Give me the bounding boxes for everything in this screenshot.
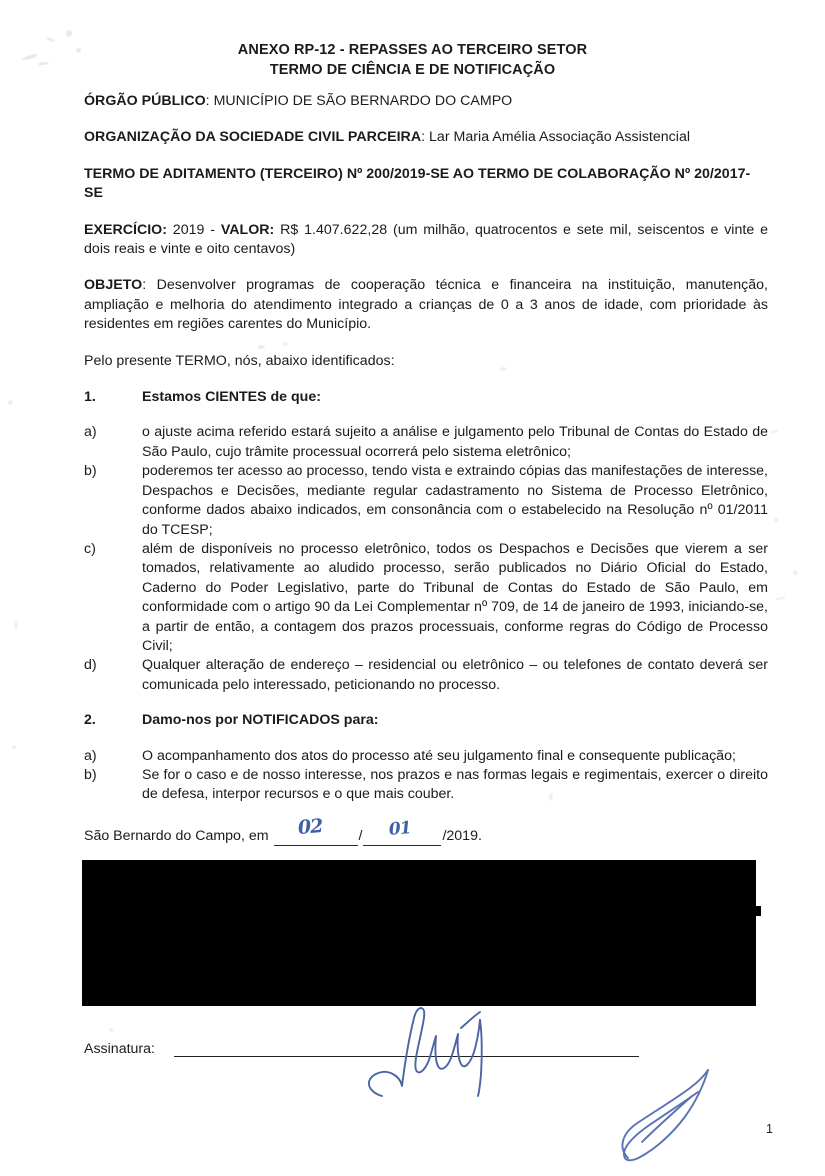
field-organizacao: [84, 128, 768, 147]
scan-speckle: [793, 570, 798, 575]
list-item-text: O acompanhamento dos atos do processo até seu julgamento final e consequente publicação;: [142, 747, 736, 764]
page-number: 1: [766, 1122, 773, 1136]
list-item-marker: b): [84, 463, 97, 480]
list-item-marker: c): [84, 540, 96, 557]
handwritten-signature-icon: [362, 1000, 532, 1100]
signature-row: [84, 1040, 784, 1080]
list-item-text: Qualquer alteração de endereço – residencial ou eletrônico – ou telefones de contato deverá ser comunicada pelo interessado, peticionando no processo.: [142, 657, 768, 693]
handwritten-month: 01: [388, 817, 412, 840]
preamble-text: Pelo presente TERMO, nós, abaixo identificados:: [84, 352, 395, 369]
scan-speckle: [770, 429, 779, 435]
section-2-number: 2.: [84, 712, 96, 729]
list-item-text: poderemos ter acesso ao processo, tendo vista e extraindo cópias das manifestações de interesse, Despachos e Decisões, mediante regular cadastramento no Sistema de Processo Eletrônico, conforme dados abaixo indicados, em consonância com o estabelecido na Resolução nº 01/2011 do TCESP;: [142, 463, 768, 538]
list-item-marker: d): [84, 657, 97, 674]
date-month-blank[interactable]: [363, 831, 441, 846]
assinatura-label: Assinatura:: [84, 1041, 155, 1057]
field-orgao-publico: [84, 92, 768, 111]
list-item: [84, 766, 768, 805]
list-item: [84, 462, 768, 540]
date-separator-slash: /: [358, 827, 363, 844]
orgao-publico-label: ÓRGÃO PÚBLICO: [84, 93, 206, 109]
date-year-suffix: /2019.: [442, 827, 482, 844]
signature-line[interactable]: [174, 1056, 639, 1057]
redaction-edge-artifact: [756, 906, 761, 916]
scan-speckle: [774, 518, 779, 522]
termo-aditamento-text: TERMO DE ADITAMENTO (TERCEIRO) Nº 200/2019-SE AO TERMO DE COLABORAÇÃO Nº 20/2017-SE: [84, 165, 751, 202]
date-city-prefix: São Bernardo do Campo, em: [84, 827, 269, 844]
scan-speckle: [14, 620, 18, 629]
section-1-number: 1.: [84, 389, 96, 406]
document-title: [0, 40, 825, 80]
objeto-label: OBJETO: [84, 277, 143, 294]
section-2-items: [84, 747, 768, 805]
scan-speckle: [8, 400, 13, 405]
list-item: [84, 423, 768, 462]
exercicio-label: EXERCÍCIO:: [84, 221, 167, 238]
handwritten-day: 02: [297, 814, 324, 839]
title-line-1: ANEXO RP-12 - REPASSES AO TERCEIRO SETOR: [237, 42, 588, 58]
orgao-publico-value: : MUNICÍPIO DE SÃO BERNARDO DO CAMPO: [205, 93, 513, 109]
field-termo-aditamento: [84, 165, 768, 204]
valor-label: VALOR:: [220, 221, 275, 238]
title-line-2: TERMO DE CIÊNCIA E DE NOTIFICAÇÃO: [269, 62, 556, 78]
field-objeto: [84, 276, 768, 334]
list-item-marker: b): [84, 766, 97, 783]
organizacao-label: ORGANIZAÇÃO DA SOCIEDADE CIVIL PARCEIRA: [84, 129, 422, 146]
organizacao-value: : Lar Maria Amélia Associação Assistencial: [421, 129, 691, 146]
date-day-blank[interactable]: [274, 831, 358, 846]
section-2-title: Damo-nos por NOTIFICADOS para:: [142, 712, 379, 729]
list-item-marker: a): [84, 424, 97, 441]
exercicio-value: 2019 -: [166, 221, 221, 238]
section-1-title: Estamos CIENTES de que:: [142, 389, 321, 406]
document-body: [84, 92, 768, 961]
section-1-items: [84, 423, 768, 695]
list-item: [84, 656, 768, 695]
date-line: [84, 814, 768, 846]
list-item-text: além de disponíveis no processo eletrônico, todos os Despachos e Decisões que vierem a ser tomados, relativamente ao aludido processo, serão publicados no Diário Oficial do Estado, Caderno do Poder Legislativo, parte do Tribunal de Contas do Estado de São Paulo, em conformidade com o artigo 90 da Lei Complementar nº 709, de 14 de janeiro de 1993, iniciando-se, a partir de então, a contagem dos prazos processuais, conforme regras do Código de Processo Civil;: [142, 540, 768, 654]
redaction-block: [82, 860, 756, 1006]
scan-speckle: [65, 30, 72, 38]
field-exercicio-valor: [84, 221, 768, 260]
list-item: [84, 747, 768, 766]
list-item: [84, 540, 768, 656]
section-1-heading: [84, 388, 768, 407]
section-2-heading: [84, 711, 768, 730]
scan-speckle: [12, 745, 16, 749]
objeto-value: : Desenvolver programas de cooperação técnica e financeira na instituição, manutenção, ampliação e melhoria do atendimento integrado a crianças de 0 a 3 anos de idade, com prioridade às residentes em regiões carentes do Município.: [84, 277, 768, 333]
valor-value: R$ 1.407.622,28 (um milhão, quatrocentos e sete mil, seiscentos e vinte e dois reais e vinte e oito centavos): [84, 221, 768, 258]
scan-speckle: [109, 1028, 114, 1032]
list-item-text: Se for o caso e de nosso interesse, nos prazos e nas formas legais e regimentais, exercer o direito de defesa, interpor recursos e o que mais couber.: [142, 766, 768, 803]
list-item-text: o ajuste acima referido estará sujeito a análise e julgamento pelo Tribunal de Contas do Estado de São Paulo, cujo trâmite processual ocorrerá pelo sistema eletrônico;: [142, 424, 768, 460]
list-item-marker: a): [84, 747, 97, 764]
scan-speckle: [775, 596, 786, 601]
